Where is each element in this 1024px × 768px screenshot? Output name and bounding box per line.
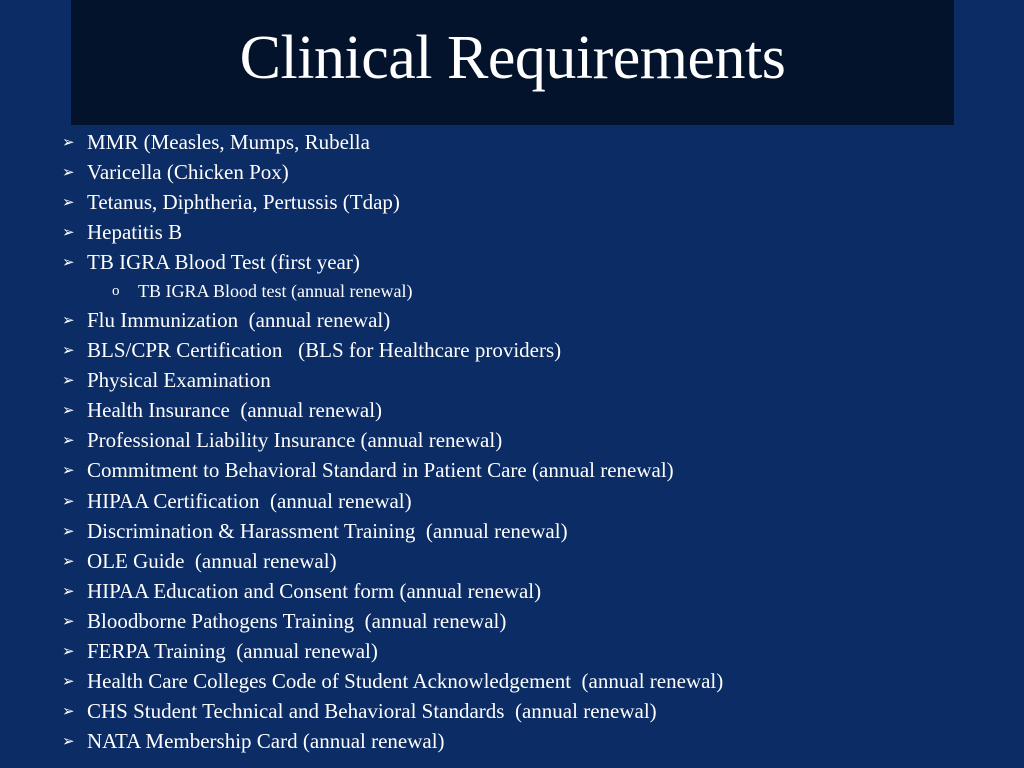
arrow-bullet-icon: ➢ xyxy=(62,583,75,600)
list-item xyxy=(62,697,723,727)
list-item-text: TB IGRA Blood test (annual renewal) xyxy=(138,280,413,301)
list-item-text: NATA Membership Card (annual renewal) xyxy=(87,729,445,754)
list-item xyxy=(62,247,723,277)
list-item-text: BLS/CPR Certification (BLS for Healthcare providers) xyxy=(87,338,562,363)
arrow-bullet-icon: ➢ xyxy=(62,343,75,360)
list-item xyxy=(62,217,723,247)
list-item xyxy=(62,516,723,546)
list-item xyxy=(62,637,723,667)
list-item-text: Professional Liability Insurance (annual renewal) xyxy=(87,428,503,453)
list-item xyxy=(62,546,723,576)
arrow-bullet-icon: ➢ xyxy=(62,644,75,661)
list-item-text: HIPAA Education and Consent form (annual renewal) xyxy=(87,578,542,603)
list-item xyxy=(62,305,723,335)
list-item-text: Varicella (Chicken Pox) xyxy=(87,159,289,184)
list-item xyxy=(62,187,723,217)
list-item-text: Health Care Colleges Code of Student Acknowledgement (annual renewal) xyxy=(87,669,724,694)
arrow-bullet-icon: ➢ xyxy=(62,734,75,751)
list-item xyxy=(62,127,723,157)
list-item-text: Commitment to Behavioral Standard in Patient Care (annual renewal) xyxy=(87,458,674,483)
arrow-bullet-icon: ➢ xyxy=(62,373,75,390)
arrow-bullet-icon: ➢ xyxy=(62,313,75,330)
list-item-text: TB IGRA Blood Test (first year) xyxy=(87,249,360,274)
list-item xyxy=(62,576,723,606)
slide-title: Clinical Requirements xyxy=(239,24,786,92)
arrow-bullet-icon: ➢ xyxy=(62,463,75,480)
list-item-text: HIPAA Certification (annual renewal) xyxy=(87,488,412,513)
list-item-text: Hepatitis B xyxy=(87,219,183,244)
list-item-text: MMR (Measles, Mumps, Rubella xyxy=(87,129,370,154)
list-item-text: Tetanus, Diphtheria, Pertussis (Tdap) xyxy=(87,189,400,214)
list-item-text: Physical Examination xyxy=(87,368,271,393)
list-item-text: Flu Immunization (annual renewal) xyxy=(87,308,391,333)
list-item-text: Bloodborne Pathogens Training (annual renewal) xyxy=(87,608,507,633)
list-item xyxy=(62,426,723,456)
circle-bullet-icon: o xyxy=(112,282,120,299)
requirements-list xyxy=(62,127,723,757)
list-item-text: Discrimination & Harassment Training (annual renewal) xyxy=(87,518,568,543)
list-item-text: OLE Guide (annual renewal) xyxy=(87,548,337,573)
arrow-bullet-icon: ➢ xyxy=(62,224,75,241)
arrow-bullet-icon: ➢ xyxy=(62,613,75,630)
list-item xyxy=(62,157,723,187)
list-item xyxy=(62,667,723,697)
arrow-bullet-icon: ➢ xyxy=(62,704,75,721)
list-item xyxy=(62,396,723,426)
arrow-bullet-icon: ➢ xyxy=(62,194,75,211)
list-item xyxy=(62,456,723,486)
list-item xyxy=(62,336,723,366)
list-item xyxy=(62,366,723,396)
list-item-text: CHS Student Technical and Behavioral Standards (annual renewal) xyxy=(87,699,657,724)
list-item-text: Health Insurance (annual renewal) xyxy=(87,398,383,423)
sub-list-item xyxy=(62,277,723,305)
arrow-bullet-icon: ➢ xyxy=(62,433,75,450)
arrow-bullet-icon: ➢ xyxy=(62,674,75,691)
arrow-bullet-icon: ➢ xyxy=(62,493,75,510)
arrow-bullet-icon: ➢ xyxy=(62,254,75,271)
title-bar xyxy=(71,0,954,125)
list-item-text: FERPA Training (annual renewal) xyxy=(87,639,378,664)
arrow-bullet-icon: ➢ xyxy=(62,164,75,181)
list-item xyxy=(62,486,723,516)
list-item xyxy=(62,606,723,636)
arrow-bullet-icon: ➢ xyxy=(62,523,75,540)
arrow-bullet-icon: ➢ xyxy=(62,553,75,570)
arrow-bullet-icon: ➢ xyxy=(62,403,75,420)
arrow-bullet-icon: ➢ xyxy=(62,134,75,151)
list-item xyxy=(62,727,723,757)
